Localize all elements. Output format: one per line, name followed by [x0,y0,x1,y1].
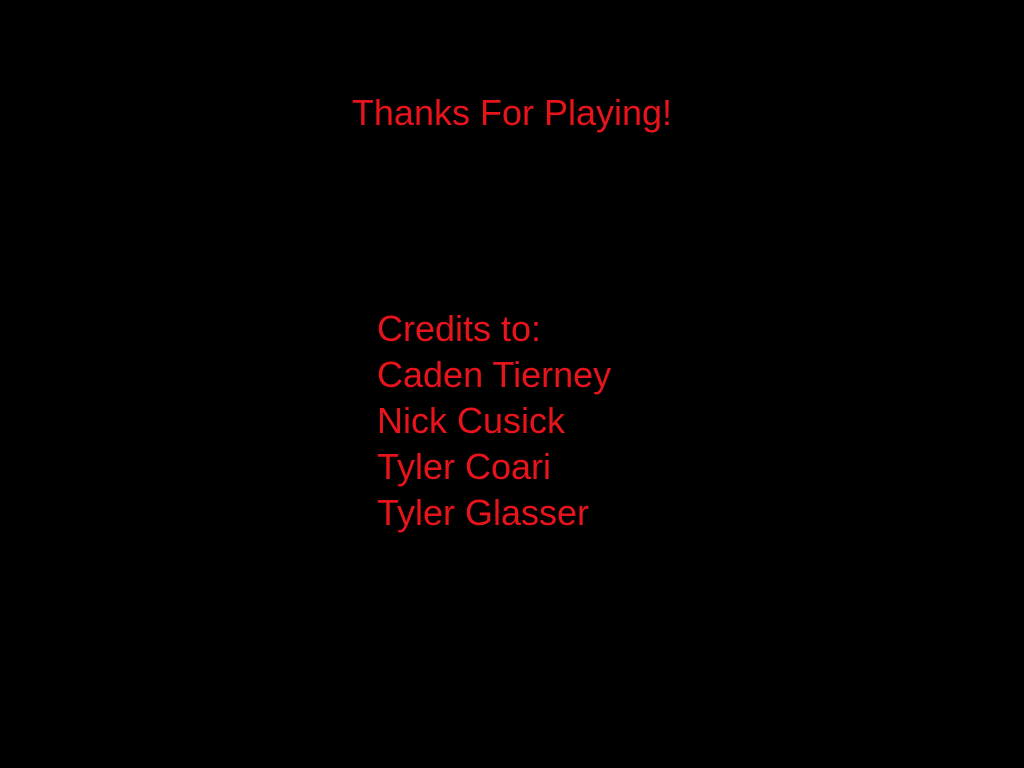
thanks-title: Thanks For Playing! [351,92,673,133]
credit-name: Tyler Coari [377,446,552,487]
credit-name: Nick Cusick [377,400,566,441]
credit-name: Tyler Glasser [377,492,590,533]
credit-name: Caden Tierney [377,354,612,395]
credits-block [377,306,611,536]
credits-heading: Credits to: [377,308,542,349]
